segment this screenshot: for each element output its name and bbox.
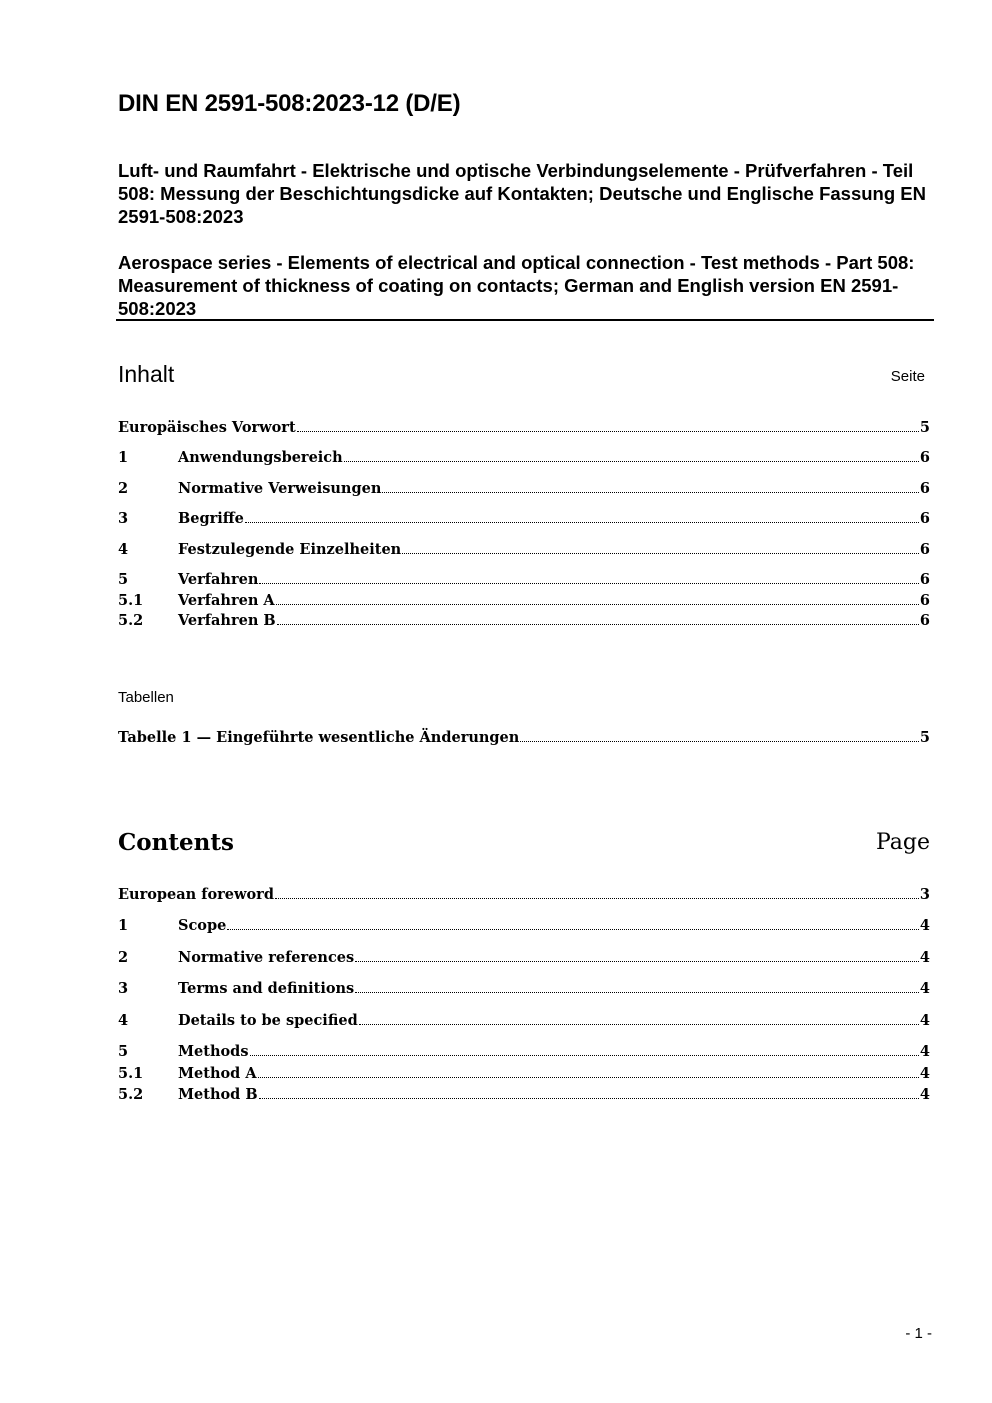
- page-number: - 1 -: [905, 1325, 932, 1342]
- toc-entry-number: 2: [118, 949, 129, 966]
- toc-entry-title: Europäisches Vorwort: [118, 419, 296, 436]
- toc-entry-page: 3: [919, 886, 930, 903]
- toc-entry-page: 6: [919, 571, 930, 588]
- toc-leader: [297, 431, 919, 432]
- toc-entry-page: 4: [919, 1065, 930, 1082]
- toc-entry-page: 5: [919, 729, 930, 746]
- toc-entry-verfahren-a[interactable]: [118, 589, 930, 609]
- toc-entry-page: 5: [919, 419, 930, 436]
- toc-entry-page: 6: [919, 510, 930, 527]
- toc-entry-title: Verfahren: [178, 571, 259, 588]
- toc-entry-begriffe[interactable]: [118, 507, 930, 527]
- toc-entry-page: 4: [919, 1012, 930, 1029]
- toc-leader: [258, 1077, 919, 1078]
- toc-entry-european-foreword[interactable]: [118, 883, 930, 903]
- toc-entry-title: Anwendungsbereich: [178, 449, 343, 466]
- toc-leader: [355, 961, 919, 962]
- toc-leader: [277, 624, 919, 625]
- contents-heading: Contents: [118, 829, 234, 856]
- toc-entry-page: 6: [919, 449, 930, 466]
- toc-entry-page: 4: [919, 1043, 930, 1060]
- toc-entry-details-to-be-specified[interactable]: [118, 1009, 930, 1029]
- toc-leader: [275, 898, 919, 899]
- seite-label: Seite: [890, 368, 925, 385]
- english-title: Aerospace series - Elements of electrical and optical connection - Test methods - Part 508: Measurement of thickness of coating on contacts; German and English version EN 2591-508:2023: [118, 252, 915, 319]
- toc-entry-title: Begriffe: [178, 510, 244, 527]
- page-column-label: Page: [875, 830, 930, 855]
- toc-entry-number: 1: [118, 917, 129, 934]
- toc-entry-page: 6: [919, 541, 930, 558]
- toc-entry-verfahren-b[interactable]: [118, 609, 930, 629]
- toc-entry-page: 4: [919, 917, 930, 934]
- toc-entry-title: Normative Verweisungen: [178, 480, 382, 497]
- toc-entry-number: 5.1: [118, 1065, 144, 1082]
- toc-entry-title: Normative references: [178, 949, 355, 966]
- toc-leader: [276, 604, 919, 605]
- toc-entry-normative-verweisungen[interactable]: [118, 477, 930, 497]
- toc-leader: [355, 992, 919, 993]
- toc-entry-title: Method B: [178, 1086, 258, 1103]
- toc-leader: [402, 553, 919, 554]
- toc-entry-title: Verfahren A: [178, 592, 275, 609]
- toc-entry-method-b[interactable]: [118, 1083, 930, 1103]
- toc-entry-number: 2: [118, 480, 129, 497]
- toc-entry-number: 5: [118, 1043, 129, 1060]
- toc-entry-title: Terms and definitions: [178, 980, 355, 997]
- toc-entry-number: 3: [118, 510, 129, 527]
- toc-entry-anwendungsbereich[interactable]: [118, 446, 930, 466]
- tabellen-label: Tabellen: [118, 689, 174, 706]
- german-title: Luft- und Raumfahrt - Elektrische und optische Verbindungselemente - Prüfverfahren - Teil 508: Messung der Beschichtungsdicke auf Kontakten; Deutsche und Englische Fassung EN 2591-508:2023: [118, 160, 927, 227]
- toc-entry-methods[interactable]: [118, 1040, 930, 1060]
- toc-leader: [344, 461, 919, 462]
- toc-entry-page: 4: [919, 949, 930, 966]
- toc-entry-title: Tabelle 1 — Eingeführte wesentliche Änderungen: [118, 729, 520, 746]
- toc-entry-number: 1: [118, 449, 129, 466]
- toc-leader: [259, 583, 919, 584]
- toc-leader: [227, 929, 919, 930]
- toc-entry-number: 5.2: [118, 612, 144, 629]
- toc-leader: [520, 741, 919, 742]
- toc-entry-tabelle-1[interactable]: [118, 726, 930, 746]
- toc-entry-number: 5.1: [118, 592, 144, 609]
- toc-entry-scope[interactable]: [118, 914, 930, 934]
- toc-leader: [250, 1055, 919, 1056]
- toc-leader: [359, 1024, 919, 1025]
- toc-entry-page: 6: [919, 592, 930, 609]
- toc-entry-normative-references[interactable]: [118, 946, 930, 966]
- toc-entry-title: European foreword: [118, 886, 274, 903]
- toc-entry-title: Festzulegende Einzelheiten: [178, 541, 402, 558]
- toc-entry-page: 4: [919, 980, 930, 997]
- toc-entry-page: 4: [919, 1086, 930, 1103]
- title-divider: [116, 319, 934, 321]
- toc-entry-title: Scope: [178, 917, 227, 934]
- toc-entry-title: Details to be specified: [178, 1012, 358, 1029]
- toc-entry-festzulegende-einzelheiten[interactable]: [118, 538, 930, 558]
- toc-entry-number: 3: [118, 980, 129, 997]
- toc-entry-verfahren[interactable]: [118, 568, 930, 588]
- toc-entry-title: Verfahren B: [178, 612, 276, 629]
- toc-entry-title: Methods: [178, 1043, 249, 1060]
- toc-entry-page: 6: [919, 612, 930, 629]
- toc-entry-number: 4: [118, 1012, 129, 1029]
- toc-leader: [259, 1098, 919, 1099]
- toc-entry-vorwort[interactable]: [118, 416, 930, 436]
- toc-entry-number: 5.2: [118, 1086, 144, 1103]
- toc-entry-method-a[interactable]: [118, 1062, 930, 1082]
- document-title: DIN EN 2591-508:2023-12 (D/E): [118, 90, 461, 117]
- toc-entry-page: 6: [919, 480, 930, 497]
- toc-entry-terms-and-definitions[interactable]: [118, 977, 930, 997]
- toc-leader: [382, 492, 919, 493]
- inhalt-heading: Inhalt: [118, 361, 175, 387]
- toc-entry-number: 4: [118, 541, 129, 558]
- toc-entry-title: Method A: [178, 1065, 257, 1082]
- toc-entry-number: 5: [118, 571, 129, 588]
- toc-leader: [245, 522, 919, 523]
